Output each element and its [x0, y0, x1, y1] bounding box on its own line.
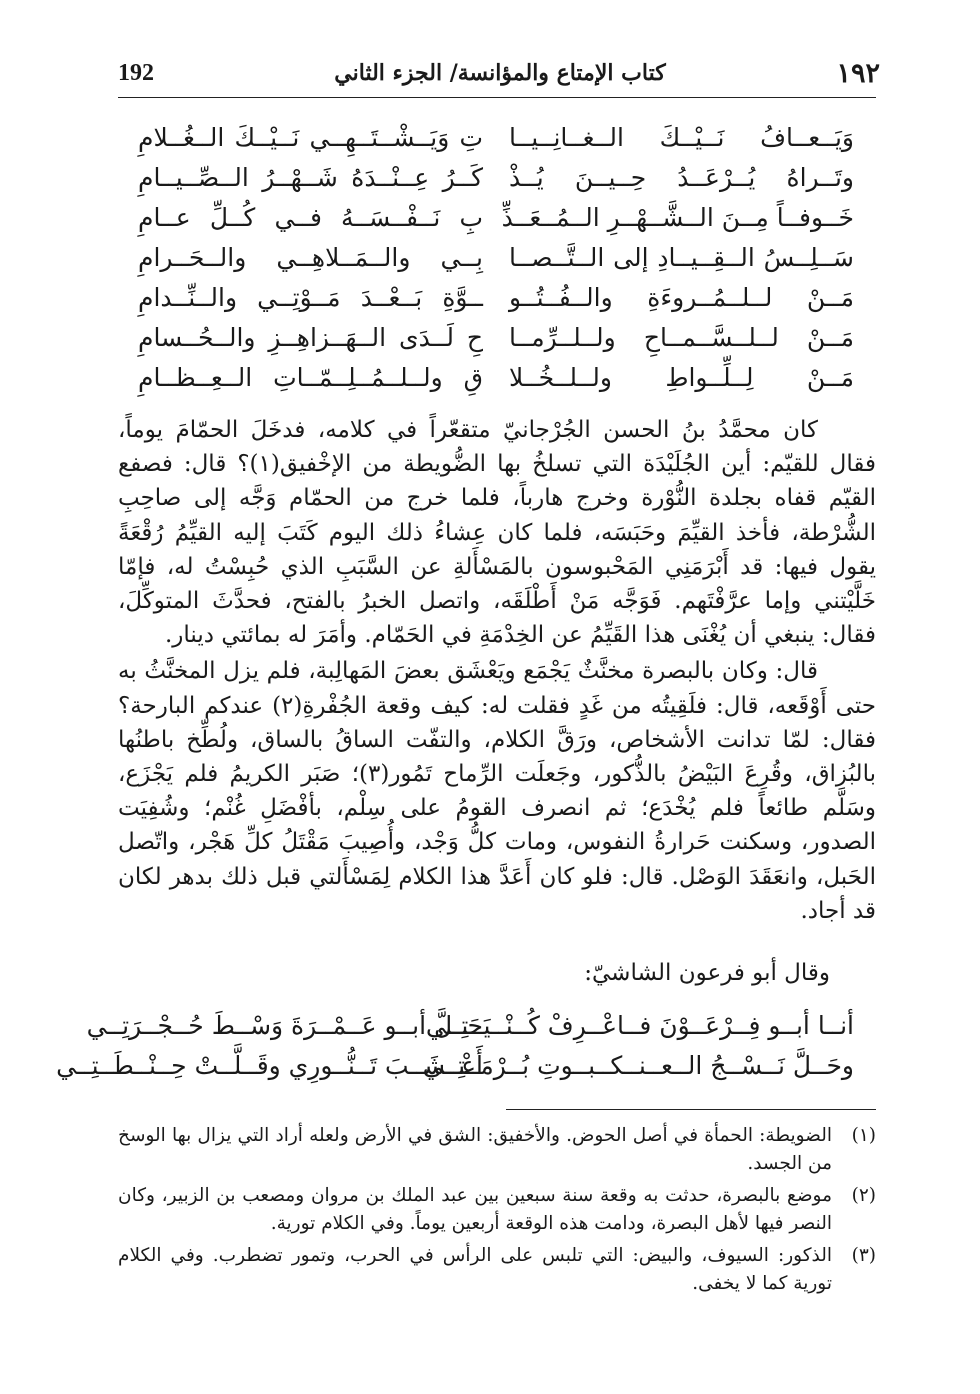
- verse-hemistich-first: مَــنْ لــلــمُــروءَةِ والــفُــتُــو: [509, 283, 854, 312]
- verse-hemistich-first: مَــنْ لِــلِّــواطِ ولــلــخُــلا: [509, 363, 854, 392]
- footnote-text: الذكور: السيوف، والبيض: التي تلبس على الرأس في الحرب، وتمور تضطرب. وفي الكلام تورية كما لا يخفى.: [118, 1245, 832, 1294]
- verse-line: [138, 118, 854, 158]
- verse-hemistich-second: بِــي والــمَــلاهِــي والــحَــرامِ: [138, 243, 483, 272]
- verse-line: [138, 198, 854, 238]
- footnote: [118, 1122, 876, 1178]
- verse-intro: وقال أبو فرعون الشاشيّ:: [584, 960, 830, 986]
- verse-hemistich-first: وحَــلَّ نَــسْــجُ الــعــنــكــبــوتِ بُــرْمَــتِــي: [422, 1051, 854, 1080]
- footnotes: [118, 1122, 876, 1298]
- verse-hemistich-first: مَــنْ لــلــسَّــمــاحِ ولــلــرِّمــا: [509, 323, 854, 352]
- verse-block-1: [138, 118, 854, 398]
- verse-line: [138, 278, 854, 318]
- footnote-number: (٣): [851, 1245, 876, 1266]
- verse-hemistich-second: أَعْــشَــبَ تَــنُّــورِي وقَــلَّــتْ حِــنْــطَــتِــي: [56, 1051, 483, 1080]
- verse-hemistich-first: وَيَــعــافُ نَــيْــكَ الــغــانِــيــا: [509, 123, 854, 152]
- verse-line: [138, 358, 854, 398]
- footnote-text: موضع بالبصرة، حدثت به وقعة سنة سبعين بين عبد الملك بن مروان ومصعب بن الزبير، وكان النصر فيها لأهل البصرة، ودامت هذه الوقعة أربعين يوماً. وفي الكلام تورية.: [118, 1185, 832, 1234]
- verse-line: [86, 1006, 854, 1046]
- verse-line: [56, 1046, 854, 1086]
- footnote: [118, 1182, 876, 1238]
- footnote: [118, 1242, 876, 1298]
- running-title: كتاب الإمتاع والمؤانسة/ الجزء الثاني: [334, 60, 666, 86]
- verse-line: [138, 158, 854, 198]
- verse-hemistich-first: وتَــراهُ يُــرْعَــدُ حِــيــنَ يُــذْ: [509, 163, 854, 192]
- verse-hemistich-second: قِ ولــلــمُــلِــمّــاتِ الــعِــظــامِ: [138, 363, 483, 392]
- page-number-latin: 192: [118, 60, 154, 86]
- header-rule: [118, 97, 876, 98]
- verse-hemistich-first: سَــلِــسُ الــقِــيــادِ إلى الــتَّــصــا: [509, 243, 854, 272]
- verse-hemistich-second: ــوَّةِ بَــعْــدَ مَــوْتِــي والــنِّــدامِ: [138, 283, 483, 312]
- verse-line: [138, 318, 854, 358]
- prose-body: [118, 413, 876, 928]
- footnote-rule: [506, 1109, 876, 1110]
- verse-hemistich-first: أنــا أبــو فِــرْعَــوْنَ فــاعْــرِفْ كُــنْــيَــتِــي: [425, 1011, 854, 1040]
- footnote-number: (١): [851, 1125, 876, 1146]
- verse-hemistich-second: بِ نَــفْــسَــهُ فــي كُــلِّ عــامِ: [138, 203, 483, 232]
- paragraph: قال: وكان بالبصرة مخنَّثٌ يَجْمَع ويَعْشَق بعضَ المَهالِبة، فلم يزل المخنَّثُ به حتى أَوْقَعه، قال: فلَقِيتُه من غَدٍ فقلت له: كيف وقعة الجُفْرةِ(٢) عندكم البارحة؟ فقال: لمّا تدانت الأشخاص، ورَقَّ الكلام، والتفّت الساقُ بالساق، ولُطِّخ باطنُها بالبُزاق، وقُرِعَ البَيْضُ بالذُّكور، وجَعلَت الرِّماح تَمُور(٣)؛ صَبَر الكريمُ فلم يَجْزَع، وسَلَّم طائعاً فلم يُخْدَع؛ ثم انصرف القومُ على سِلْم، بأفْضَلِ غُنْم؛ وشُفِيَت الصدور، وسكنت حَرارةُ النفوس، ومات كلُّ وَجْد، وأُصِيبَ مَقْتَلُ كلِّ هَجْر، واتّصل الحَبل، وانعَقَدَ الوَصْل. قال: فلو كان أَعَدَّ هذا الكلام لِمَسْأَلتي قبل ذلك بدهر لكان قد أجاد.: [118, 658, 876, 924]
- footnote-text: الضويطة: الحمأة في أصل الحوض. والأخفيق: الشق في الأرض ولعله أراد التي يزال بها الوسخ من الجسد.: [118, 1125, 832, 1174]
- verse-hemistich-second: تِ وَيَــشْــتَــهِــي نَــيْــكَ الــغُــلامِ: [138, 123, 483, 152]
- verse-hemistich-second: كَــرُ عِــنْــدَهُ شَــهْــرُ الــصِّــيــامِ: [138, 163, 483, 192]
- verse-hemistich-first: خَــوفــاً مِــنَ الــشَّــهْــرِ الــمُــعَــذِّ: [501, 203, 854, 232]
- page-number-arabic: ١٩٢: [836, 58, 880, 89]
- paragraph: كان محمَّدُ بنُ الحسن الجُرْجانيّ متقعّراً في كلامه، فدخَلَ الحمّامَ يوماً، فقال للقيّم: أين الجُلَيْدَة التي تسلخُ بها الضُّويطة من الإخْفيق(١)؟ قال: فصفع القيّم قفاه بجلدة النُّوْرة وخرج هارباً، فلما خرج من الحمّام وَجَّه إلى صاحِبِ الشُّرْطة، فأخذ القيِّمَ وحَبَسَه، فلما كان عِشاءُ ذلك اليوم كَتَبَ إليه القيِّمُ رُقْعَةً يقول فيها: قد أَبْرَمَنِي المَحْبوسون بالمَسْأَلةِ عن السَّبَبِ الذي حُبِسْتُ له، فإمّا خَلَّيْتني وإما عرَّفْتَهم. فَوَجَّه مَنْ أَطْلَقَه، واتصل الخبرُ بالفتح، فحدَّثَ المتوكِّلَ، فقال: ينبغي أن يُغْنَى هذا القَيِّمُ عن الخِدْمَةِ في الحَمّام. وأمَرَ له بمائتي دينار.: [118, 417, 876, 649]
- verse-hemistich-second: حِ لَــدَى الــهَــزاهِــزِ والــحُــسامِ: [138, 323, 483, 352]
- verse-hemistich-second: حَــلَّ أبــو عَــمْــرَةَ وَسْــطَ حُــجْــرَتِــي: [86, 1011, 483, 1040]
- verse-line: [138, 238, 854, 278]
- footnote-number: (٢): [851, 1185, 876, 1206]
- verse-block-2: [56, 1006, 854, 1086]
